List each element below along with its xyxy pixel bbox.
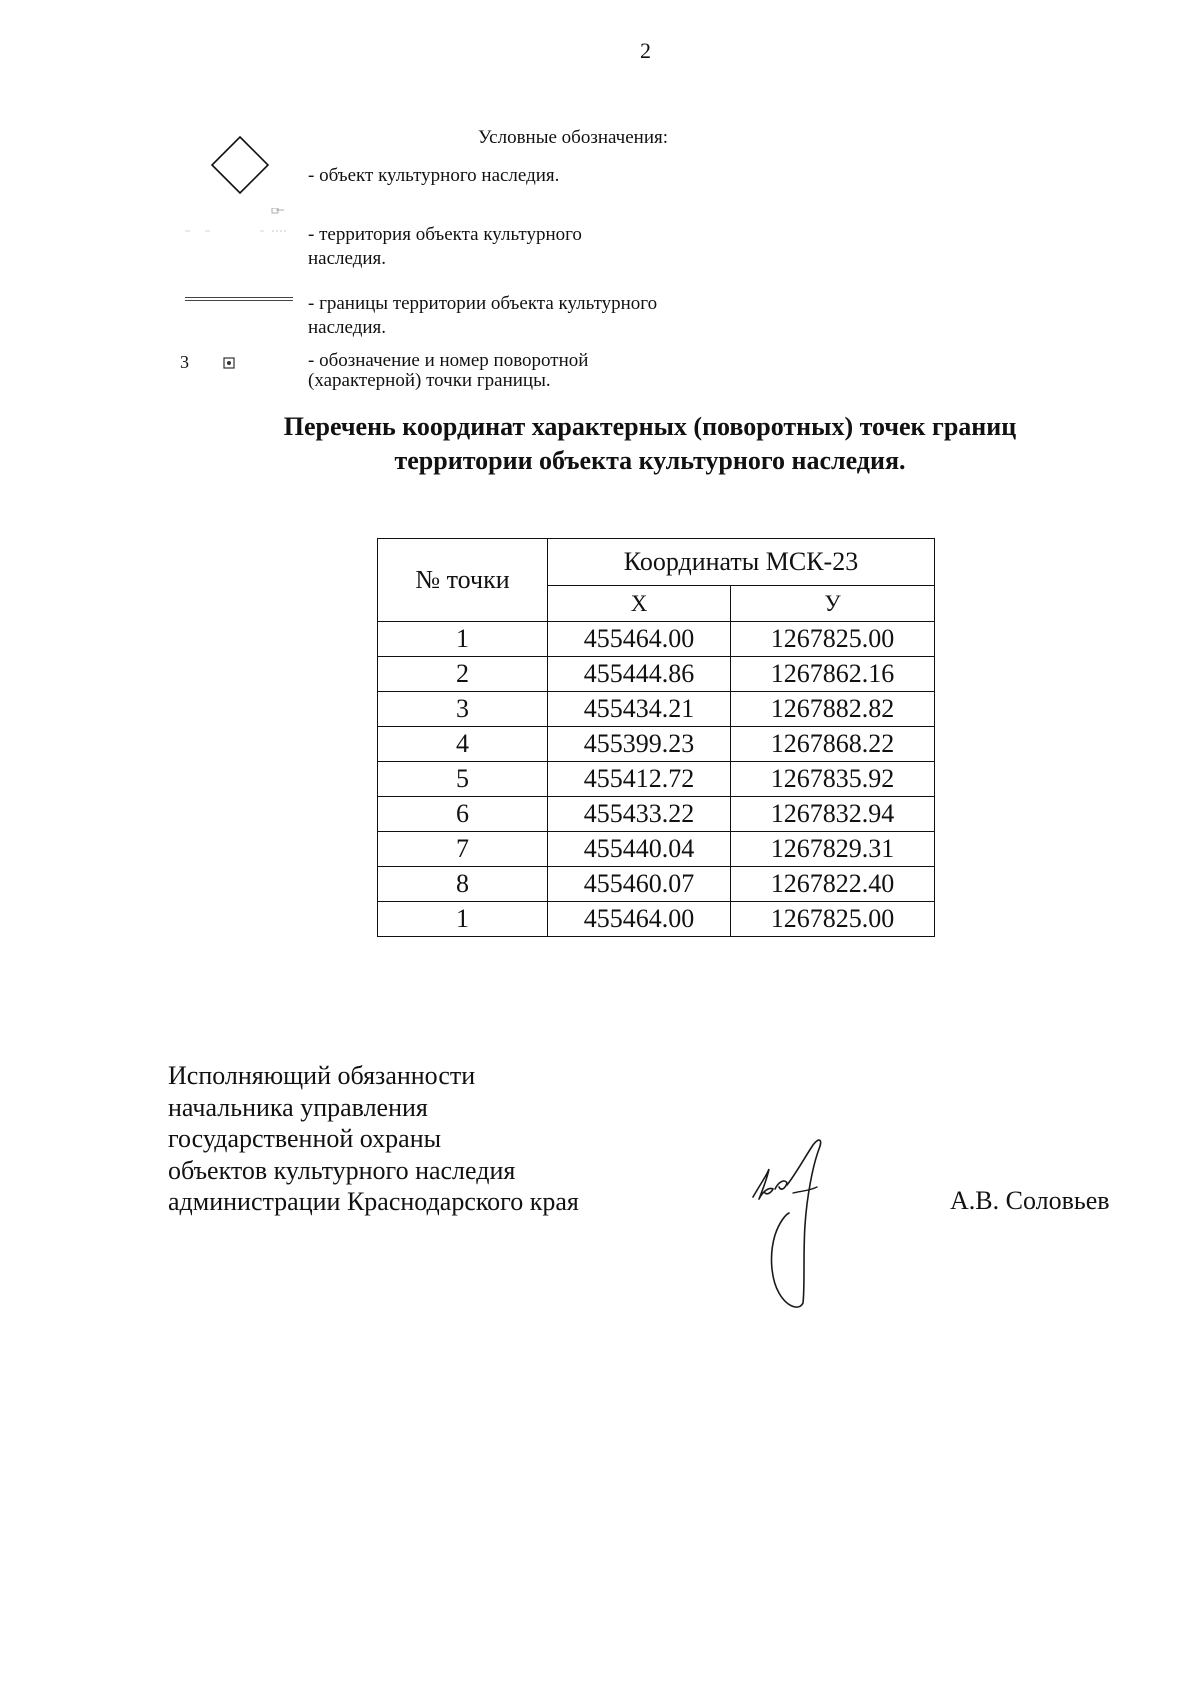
- document-title-line-2: территории объекта культурного наследия.: [394, 446, 906, 475]
- cell-x: 455412.72: [548, 762, 731, 797]
- table-row: [378, 657, 935, 692]
- handwritten-signature: [745, 1135, 860, 1310]
- signer-position-line-2: начальника управления: [168, 1092, 428, 1122]
- signer-name: А.В. Соловьев: [950, 1186, 1110, 1215]
- cell-x: 455399.23: [548, 727, 731, 762]
- coordinates-table: [377, 538, 935, 937]
- table-row: [378, 692, 935, 727]
- legend-item-object-text: - объект культурного наследия.: [308, 165, 560, 186]
- cell-y: 1267832.94: [731, 797, 935, 832]
- cell-point: 6: [378, 797, 548, 832]
- turning-point-number: 3: [180, 352, 189, 372]
- cell-y: 1267822.40: [731, 867, 935, 902]
- legend-item-turning-point-text-2: (характерной) точки границы.: [308, 370, 551, 391]
- legend-item-territory: [308, 223, 582, 271]
- header-coordinates: Координаты МСК-23: [548, 539, 935, 586]
- cell-point: 1: [378, 902, 548, 937]
- legend-item-turning-point: [308, 351, 588, 391]
- diamond-icon: [210, 135, 270, 195]
- cell-point: 8: [378, 867, 548, 902]
- boundary-line-icon: [185, 296, 293, 302]
- legend-item-boundary: [308, 292, 657, 340]
- legend-item-object: [308, 164, 559, 188]
- signer-position-line-5: администрации Краснодарского края: [168, 1187, 579, 1216]
- cell-point: 4: [378, 727, 548, 762]
- cell-y: 1267835.92: [731, 762, 935, 797]
- turning-point-icon: [223, 357, 235, 369]
- legend-item-turning-point-text-1: - обозначение и номер поворотной: [308, 350, 589, 371]
- legend-item-boundary-text-2: наследия.: [308, 317, 387, 338]
- signer-position: [168, 1060, 579, 1218]
- table-row: [378, 727, 935, 762]
- page-number: 2: [640, 38, 651, 63]
- table-row: [378, 622, 935, 657]
- signer-position-line-1: Исполняющий обязанности: [168, 1061, 476, 1090]
- header-y: У: [731, 586, 935, 622]
- legend-item-territory-text-2: наследия.: [308, 248, 387, 269]
- cell-y: 1267825.00: [731, 902, 935, 937]
- cell-x: 455464.00: [548, 902, 731, 937]
- cell-x: 455444.86: [548, 657, 731, 692]
- cell-x: 455433.22: [548, 797, 731, 832]
- legend-title: Условные обозначения:: [478, 127, 669, 148]
- table-row: [378, 797, 935, 832]
- legend-item-territory-text-1: - территория объекта культурного: [308, 224, 582, 245]
- cell-y: 1267829.31: [731, 832, 935, 867]
- cell-x: 455464.00: [548, 622, 731, 657]
- cell-x: 455460.07: [548, 867, 731, 902]
- cell-y: 1267882.82: [731, 692, 935, 727]
- cell-point: 1: [378, 622, 548, 657]
- cell-x: 455440.04: [548, 832, 731, 867]
- header-x: Х: [548, 586, 731, 622]
- table-row: [378, 902, 935, 937]
- table-row: [378, 832, 935, 867]
- document-title-line-1: Перечень координат характерных (поворотных) точек границ: [283, 412, 1017, 441]
- cell-y: 1267825.00: [731, 622, 935, 657]
- signer-position-line-4: объектов культурного наследия: [168, 1155, 516, 1185]
- territory-hatch-icon: [180, 208, 295, 238]
- cell-x: 455434.21: [548, 692, 731, 727]
- signer-position-line-3: государственной охраны: [168, 1124, 442, 1153]
- table-row: [378, 762, 935, 797]
- cell-point: 5: [378, 762, 548, 797]
- header-point-number: № точки: [378, 539, 548, 622]
- cell-point: 2: [378, 657, 548, 692]
- cell-point: 7: [378, 832, 548, 867]
- cell-y: 1267868.22: [731, 727, 935, 762]
- table-row: [378, 867, 935, 902]
- legend-item-boundary-text-1: - границы территории объекта культурного: [308, 293, 658, 314]
- document-title: [150, 410, 1150, 478]
- cell-y: 1267862.16: [731, 657, 935, 692]
- cell-point: 3: [378, 692, 548, 727]
